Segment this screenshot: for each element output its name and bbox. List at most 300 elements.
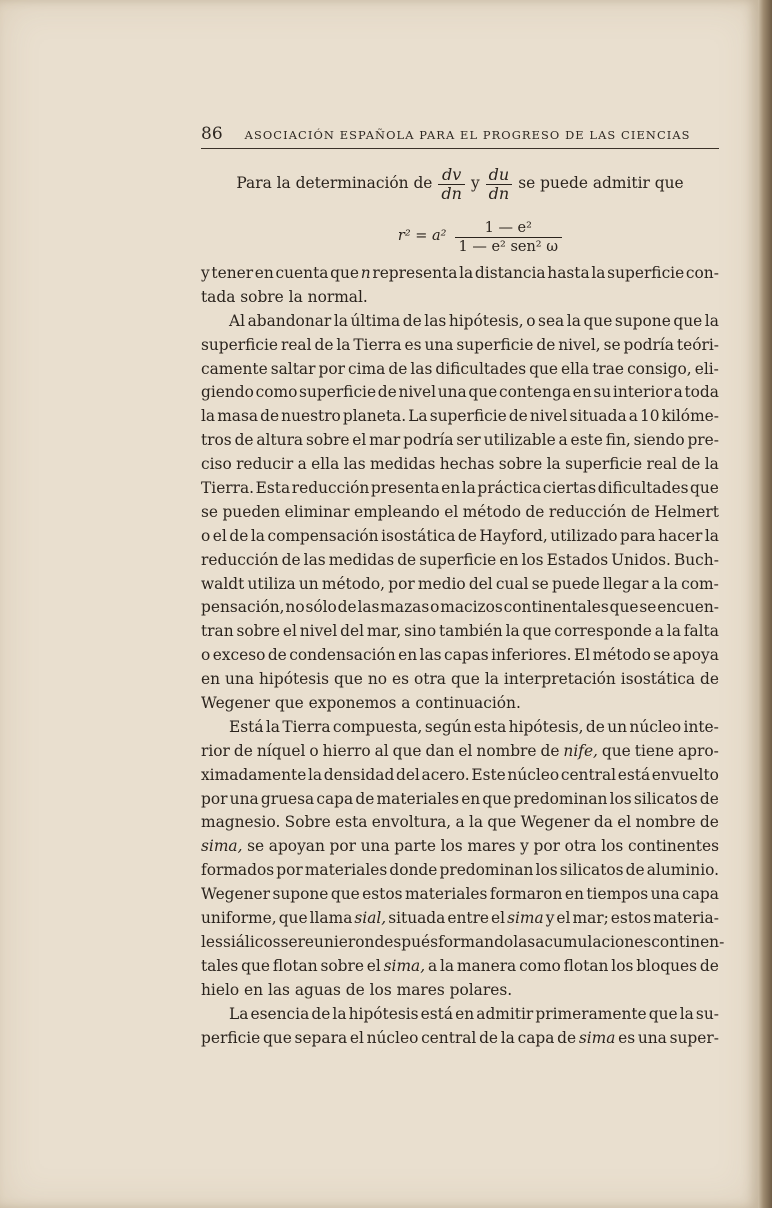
word: los [521, 550, 544, 569]
word: también [438, 622, 503, 641]
word: hielo [201, 980, 245, 999]
word: en [461, 789, 481, 808]
word: masa [217, 407, 259, 426]
word: inte- [683, 717, 719, 736]
word: admitir [476, 1004, 534, 1023]
word: medidas [328, 550, 395, 569]
word: superficie [299, 383, 377, 402]
text-line [201, 1027, 719, 1051]
word: al [374, 741, 389, 760]
word: capa [682, 885, 719, 904]
word: según [424, 717, 472, 736]
word: interpretación [503, 670, 616, 689]
word: reducción [548, 502, 627, 521]
word: magnesio. [201, 813, 281, 832]
word: la [546, 455, 561, 474]
word: la [704, 311, 719, 330]
word: empleando [354, 502, 440, 521]
word: los [369, 980, 397, 999]
word: utilizable [483, 431, 556, 450]
text-line [201, 573, 719, 597]
word: ella [311, 455, 340, 474]
word: predominan [513, 789, 608, 808]
word: en [564, 885, 584, 904]
text-line [201, 549, 719, 573]
word: compuesta, [332, 717, 423, 736]
word: práctica [477, 479, 542, 498]
word: que [529, 359, 558, 378]
word: se [247, 837, 265, 856]
page-header [201, 124, 719, 144]
word: de [355, 789, 375, 808]
text-line [201, 979, 719, 1003]
word: tiempos [586, 885, 649, 904]
word: La [408, 407, 428, 426]
word: de [479, 1028, 499, 1047]
word: Tierra. [201, 479, 255, 498]
word: las [419, 646, 442, 665]
word: Al [229, 311, 246, 330]
word: o [430, 598, 440, 617]
word: de [681, 455, 701, 474]
word: o [201, 526, 211, 545]
word: apro- [677, 741, 719, 760]
word: da [593, 813, 613, 832]
word: reducción [201, 550, 279, 569]
word: el [366, 956, 381, 975]
word: primeramente [535, 1004, 647, 1023]
word: medio [417, 574, 466, 593]
word: interior [612, 383, 672, 402]
word: de [337, 598, 357, 617]
word: la [591, 264, 606, 282]
word: la [663, 574, 678, 593]
paragraph-lines [201, 262, 725, 1050]
word: densidad [323, 765, 395, 784]
word: El [574, 646, 591, 665]
text-line [201, 811, 719, 835]
word: sobre [320, 956, 364, 975]
word: Unidos. [611, 550, 671, 569]
word: esta [335, 813, 368, 832]
word: la [265, 717, 280, 736]
word: de [345, 980, 370, 999]
word: se [603, 335, 621, 354]
word: una [437, 383, 467, 402]
word: nivel [299, 622, 338, 641]
word: representa [372, 264, 458, 282]
word: la [288, 287, 308, 306]
word: y [201, 264, 210, 282]
word: nombre [635, 813, 696, 832]
word: encuen- [657, 598, 719, 617]
word: distancia [474, 264, 546, 282]
word: como [255, 383, 298, 402]
word: gruesa [260, 789, 315, 808]
word: un [607, 717, 628, 736]
word: Está [229, 717, 264, 736]
word: por [276, 861, 303, 880]
word: ser [456, 431, 481, 450]
word: apoyan [268, 837, 325, 856]
word: en [398, 646, 418, 665]
word: hechas [439, 455, 495, 474]
word: materiales [304, 861, 388, 880]
word: esencia [250, 1004, 310, 1023]
word: mar, [366, 622, 402, 641]
word: superficie [565, 455, 643, 474]
word: supone [272, 885, 329, 904]
word: capa [517, 1028, 555, 1047]
word: tales [201, 956, 239, 975]
word: siálicos [222, 932, 281, 951]
word: de [229, 526, 249, 545]
word: el [349, 1028, 364, 1047]
word: método [462, 502, 521, 521]
word: que [601, 741, 631, 760]
text-line [201, 429, 719, 453]
word: la [201, 407, 216, 426]
word: sobre [305, 431, 350, 450]
word: supone [614, 311, 671, 330]
running-head: ASOCIACIÓN ESPAÑOLA PARA EL PROGRESO DE LAS CIENCIAS [244, 128, 691, 142]
word: de [699, 813, 719, 832]
word: que [241, 956, 270, 975]
word: de [630, 502, 650, 521]
word: waldt [201, 574, 245, 593]
word: esta [473, 717, 507, 736]
word: hasta [547, 264, 590, 282]
word: de [699, 789, 719, 808]
word: manera [456, 956, 517, 975]
word: a [558, 431, 568, 450]
word: sima, [201, 837, 243, 856]
formula-denominator: 1 — e² sen² ω [458, 238, 559, 255]
word: Tierra [353, 335, 402, 354]
word: llegar [602, 574, 649, 593]
word: dan [425, 741, 455, 760]
word: en [254, 264, 274, 282]
word: o [201, 646, 211, 665]
word: las [343, 455, 366, 474]
word: de [233, 741, 253, 760]
word: una [424, 335, 454, 354]
word: puede [551, 574, 600, 593]
word: la [333, 311, 348, 330]
word: de [388, 359, 408, 378]
word: sobre [236, 622, 280, 641]
word: y [520, 837, 529, 856]
word: inferiores. [491, 646, 572, 665]
word: está [617, 765, 651, 784]
text-line [201, 501, 719, 525]
word: situada [569, 407, 627, 426]
word: en [455, 1004, 475, 1023]
word: central [560, 765, 617, 784]
text-line [201, 262, 719, 286]
formula [201, 212, 719, 262]
word: se [280, 932, 298, 951]
word: sial, [354, 909, 387, 928]
word: el [212, 526, 227, 545]
word: utilizado [550, 526, 618, 545]
word: la [666, 622, 681, 641]
word: a [427, 956, 438, 975]
word: el [458, 741, 473, 760]
word: última [350, 311, 401, 330]
word: sobre [498, 455, 543, 474]
word: nombre [476, 741, 537, 760]
word: isostática [381, 526, 456, 545]
word: núcleo [629, 717, 682, 736]
word: a [651, 574, 661, 593]
word: que [262, 1028, 292, 1047]
word: y [545, 909, 555, 928]
word: Este [471, 765, 506, 784]
word: cuenta [275, 264, 329, 282]
word: eli- [694, 359, 719, 378]
word: que [673, 311, 703, 330]
word: con- [685, 264, 719, 282]
word: acero. [421, 765, 470, 784]
word: que [648, 1004, 678, 1023]
word: de [377, 383, 397, 402]
word: los [601, 837, 624, 856]
word: del [468, 574, 493, 593]
word: de [536, 335, 556, 354]
word: por [533, 837, 560, 856]
word: ciso [201, 455, 232, 474]
text-line [201, 931, 725, 955]
word: mar; [572, 909, 609, 928]
text-line [201, 692, 719, 716]
word: su- [695, 1004, 719, 1023]
word: Wegener [520, 813, 590, 832]
word: reunieron [297, 932, 375, 951]
word: que [468, 383, 498, 402]
word: real [646, 455, 678, 474]
word: sima, [383, 956, 426, 975]
word: la [459, 264, 474, 282]
text-line [201, 1003, 719, 1027]
word: superficie [201, 335, 279, 354]
word: medidas [369, 455, 436, 474]
text-line [201, 788, 719, 812]
word: dificultades [435, 359, 527, 378]
word: del [340, 622, 365, 641]
word: de [699, 956, 719, 975]
word: de [508, 407, 528, 426]
word: la [250, 526, 265, 545]
word: formando [438, 932, 514, 951]
word: altura [256, 431, 304, 450]
word: continen- [651, 932, 725, 951]
text-line [201, 358, 719, 382]
word: fin, [605, 431, 631, 450]
text-line [201, 740, 719, 764]
word: este [570, 431, 603, 450]
word: teóri- [676, 335, 719, 354]
word: aluminio. [646, 861, 719, 880]
word: reducir [236, 455, 294, 474]
text-line [201, 883, 719, 907]
word: hierro [322, 741, 371, 760]
word: a [673, 383, 683, 402]
word: materia- [653, 909, 719, 928]
word: presenta [370, 479, 440, 498]
word: la [505, 622, 520, 641]
word: normal. [307, 287, 368, 306]
word: continentes [627, 837, 719, 856]
word: capas [443, 646, 489, 665]
word: tener [211, 264, 254, 282]
word: toda [684, 383, 719, 402]
word: o [526, 311, 536, 330]
word: rior [201, 741, 230, 760]
word: otra [414, 670, 446, 689]
word: central [421, 1028, 477, 1047]
word: una [229, 789, 259, 808]
word: cual [495, 574, 529, 593]
word: superficie [456, 335, 534, 354]
word: una [637, 1028, 667, 1047]
word: real [280, 335, 312, 354]
word: formados [201, 861, 275, 880]
word: que [450, 670, 480, 689]
word: a [654, 622, 664, 641]
word: es [404, 335, 422, 354]
word: otra [564, 837, 597, 856]
text-line [201, 477, 719, 501]
word: nivel [529, 407, 568, 426]
word: mazas [380, 598, 430, 617]
word: ciertas [542, 479, 597, 498]
word: uniforme, [201, 909, 277, 928]
word: la [461, 479, 476, 498]
word: a [297, 455, 307, 474]
word: es [618, 1028, 636, 1047]
text-line [201, 286, 719, 310]
word: método [592, 646, 651, 665]
word: es [392, 670, 410, 689]
word: a [628, 407, 638, 426]
word: se [653, 646, 671, 665]
word: hipótesis, [448, 311, 524, 330]
text-line [201, 620, 719, 644]
word: una [360, 837, 390, 856]
text-line [201, 453, 719, 477]
word: de [540, 741, 560, 760]
word: que [482, 789, 512, 808]
word: silicatos [633, 789, 698, 808]
word: de [402, 311, 422, 330]
word: que [274, 694, 309, 713]
text-line [201, 716, 719, 740]
word: de [314, 335, 334, 354]
word: de [700, 670, 719, 689]
fraction-numerator: dv [442, 164, 462, 184]
word: nife, [563, 741, 598, 760]
word: la [500, 1028, 515, 1047]
fraction-numerator: du [488, 164, 510, 184]
word: formaron [489, 885, 563, 904]
word: camente [201, 359, 268, 378]
word: nivel [398, 383, 436, 402]
word: que [330, 264, 360, 282]
body-text [201, 156, 725, 1050]
word: para [620, 526, 656, 545]
word: superficie [429, 407, 507, 426]
word: el [352, 431, 367, 450]
word: n [360, 264, 371, 282]
word: Wegener [201, 694, 275, 713]
word: en [572, 383, 592, 402]
word: el [491, 909, 506, 928]
word: continuación. [415, 694, 521, 713]
word: por [318, 359, 345, 378]
word: continentales [503, 598, 609, 617]
word: estos [610, 909, 652, 928]
word: después [374, 932, 439, 951]
word: que [333, 670, 363, 689]
text-line [201, 381, 719, 405]
intro-mid: y [470, 174, 480, 193]
word: sólo [305, 598, 337, 617]
word: sea [538, 311, 565, 330]
word: hipótesis [259, 670, 329, 689]
text-line [201, 668, 719, 692]
word: mar [369, 431, 401, 450]
word: isostática [620, 670, 696, 689]
text-line [201, 764, 719, 788]
word: planeta. [342, 407, 407, 426]
word: el [444, 502, 459, 521]
word: como [519, 956, 561, 975]
text-line [201, 596, 719, 620]
word: envuelto [651, 765, 719, 784]
word: saltar [270, 359, 316, 378]
word: la [336, 335, 351, 354]
word: tada [201, 287, 241, 306]
word: llama [309, 909, 353, 928]
word: por [388, 574, 415, 593]
word: por [201, 789, 228, 808]
fraction-du-dn [486, 166, 513, 203]
word: de [625, 861, 645, 880]
word: perficie [201, 1028, 261, 1047]
word: la [566, 311, 581, 330]
text-line [201, 525, 719, 549]
word: situada [388, 909, 446, 928]
word: de [311, 1004, 331, 1023]
word: una [650, 885, 680, 904]
word: la [307, 765, 323, 784]
word: no [367, 670, 388, 689]
word: tiene [634, 741, 675, 760]
word: eliminar [284, 502, 350, 521]
text-line [201, 955, 719, 979]
word: la [468, 813, 484, 832]
word: de [397, 550, 417, 569]
word: método, [321, 574, 386, 593]
word: silicatos [559, 861, 624, 880]
word: predominan [439, 861, 534, 880]
word: contenga [498, 383, 571, 402]
word: los [609, 789, 632, 808]
word: de [525, 502, 545, 521]
word: envoltura, [371, 813, 452, 832]
word: las [357, 598, 380, 617]
